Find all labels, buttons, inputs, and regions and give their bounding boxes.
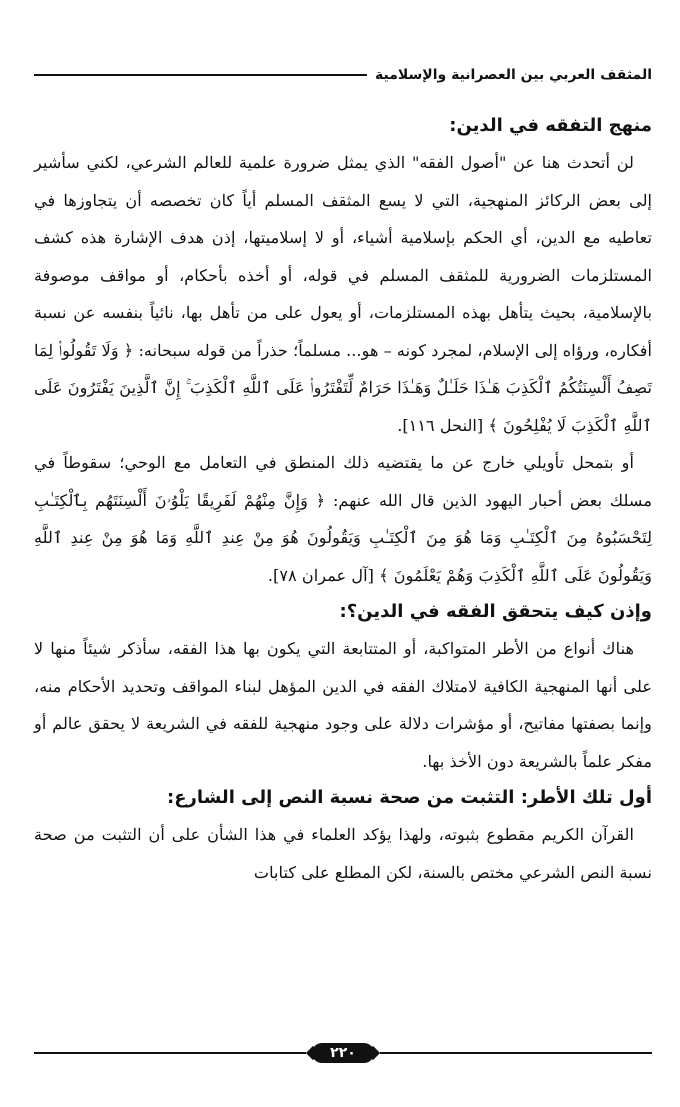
page-footer — [34, 1038, 652, 1068]
paragraph-intro: لن أتحدث هنا عن "أصول الفقه" الذي يمثل ضرورة علمية للعالم الشرعي، لكني سأشير إلى بعض الركائز المنهجية، التي لا يسع المثقف المسلم أياً كان تخصصه أن يتجاوزها في تعاطيه مع الدين، أي الحكم بإسلامية أشياء، أو لا إسلاميتها، إذن هدف الإشارة هذه كشف المستلزمات الضرورية للمثقف المسلم في قوله، أو أخذه بأحكام، أو مواقف موصوفة بالإسلامية، بحيث يتأهل بهذه المستلزمات، أو يعول على من تأهل بها، نائياً بنفسه عن نسبة أفكاره، ورؤاه إلى الإسلام، لمجرد كونه – هو... مسلماً؛ حذراً من قوله سبحانه: ﴿ وَلَا تَقُولُوا۟ لِمَا تَصِفُ أَلْسِنَتُكُمُ ٱلْكَذِبَ هَـٰذَا حَلَـٰلٌ وَهَـٰذَا حَرَامٌ لِّتَفْتَرُوا۟ عَلَى ٱللَّهِ ٱلْكَذِبَ ۚ إِنَّ ٱلَّذِينَ يَفْتَرُونَ عَلَى ٱللَّهِ ٱلْكَذِبَ لَا يُفْلِحُونَ ﴾ [النحل ١١٦]. — [34, 153, 652, 435]
section-heading-first-framework: أول تلك الأطر: التثبت من صحة نسبة النص إلى الشارع: — [167, 787, 652, 808]
page-body — [34, 108, 652, 891]
footer-rule-left — [34, 1052, 306, 1054]
section-heading-how: وإذن كيف يتحقق الفقه في الدين؟: — [339, 601, 652, 622]
section-heading-method: منهج التفقه في الدين: — [449, 115, 652, 136]
running-title: المثقف العربي بين العصرانية والإسلامية — [375, 67, 652, 83]
paragraph-interpretation: أو بتمحل تأويلي خارج عن ما يقتضيه ذلك المنطق في التعامل مع الوحي؛ سقوطاً في مسلك بعض أحبار اليهود الذين قال الله عنهم: ﴿ وَإِنَّ مِنْهُمْ لَفَرِيقًا يَلْوُۥنَ أَلْسِنَتَهُم بِٱلْكِتَـٰبِ لِتَحْسَبُوهُ مِنَ ٱلْكِتَـٰبِ وَمَا هُوَ مِنَ ٱلْكِتَـٰبِ وَيَقُولُونَ هُوَ مِنْ عِندِ ٱللَّهِ وَمَا هُوَ مِنْ عِندِ ٱللَّهِ وَيَقُولُونَ عَلَى ٱللَّهِ ٱلْكَذِبَ وَهُمْ يَعْلَمُونَ ﴾ [آل عمران ٧٨]. — [34, 453, 652, 585]
header-rule — [34, 74, 367, 76]
footer-rule-right — [380, 1052, 652, 1054]
running-header — [34, 62, 652, 88]
page-number: ٢٢٠ — [312, 1043, 374, 1063]
paragraph-frameworks: هناك أنواع من الأطر المتواكبة، أو المتتابعة التي يكون بها هذا الفقه، سأذكر شيئاً منها لا على أنها المنهجية الكافية لامتلاك الفقه في الدين المؤهل لبناء المواقف وتحديد الأحكام منه، وإنما بصفتها مفاتيح، أو مؤشرات دلالة على وجود منهجية للفقه في الشريعة لا يحقق عالم أو مفكر علماً بالشريعة دون الأخذ بها. — [34, 639, 652, 771]
paragraph-quran: القرآن الكريم مقطوع بثبوته، ولهذا يؤكد العلماء في هذا الشأن على أن التثبت من صحة نسبة النص الشرعي مختص بالسنة، لكن المطلع على كتابات — [34, 825, 652, 882]
